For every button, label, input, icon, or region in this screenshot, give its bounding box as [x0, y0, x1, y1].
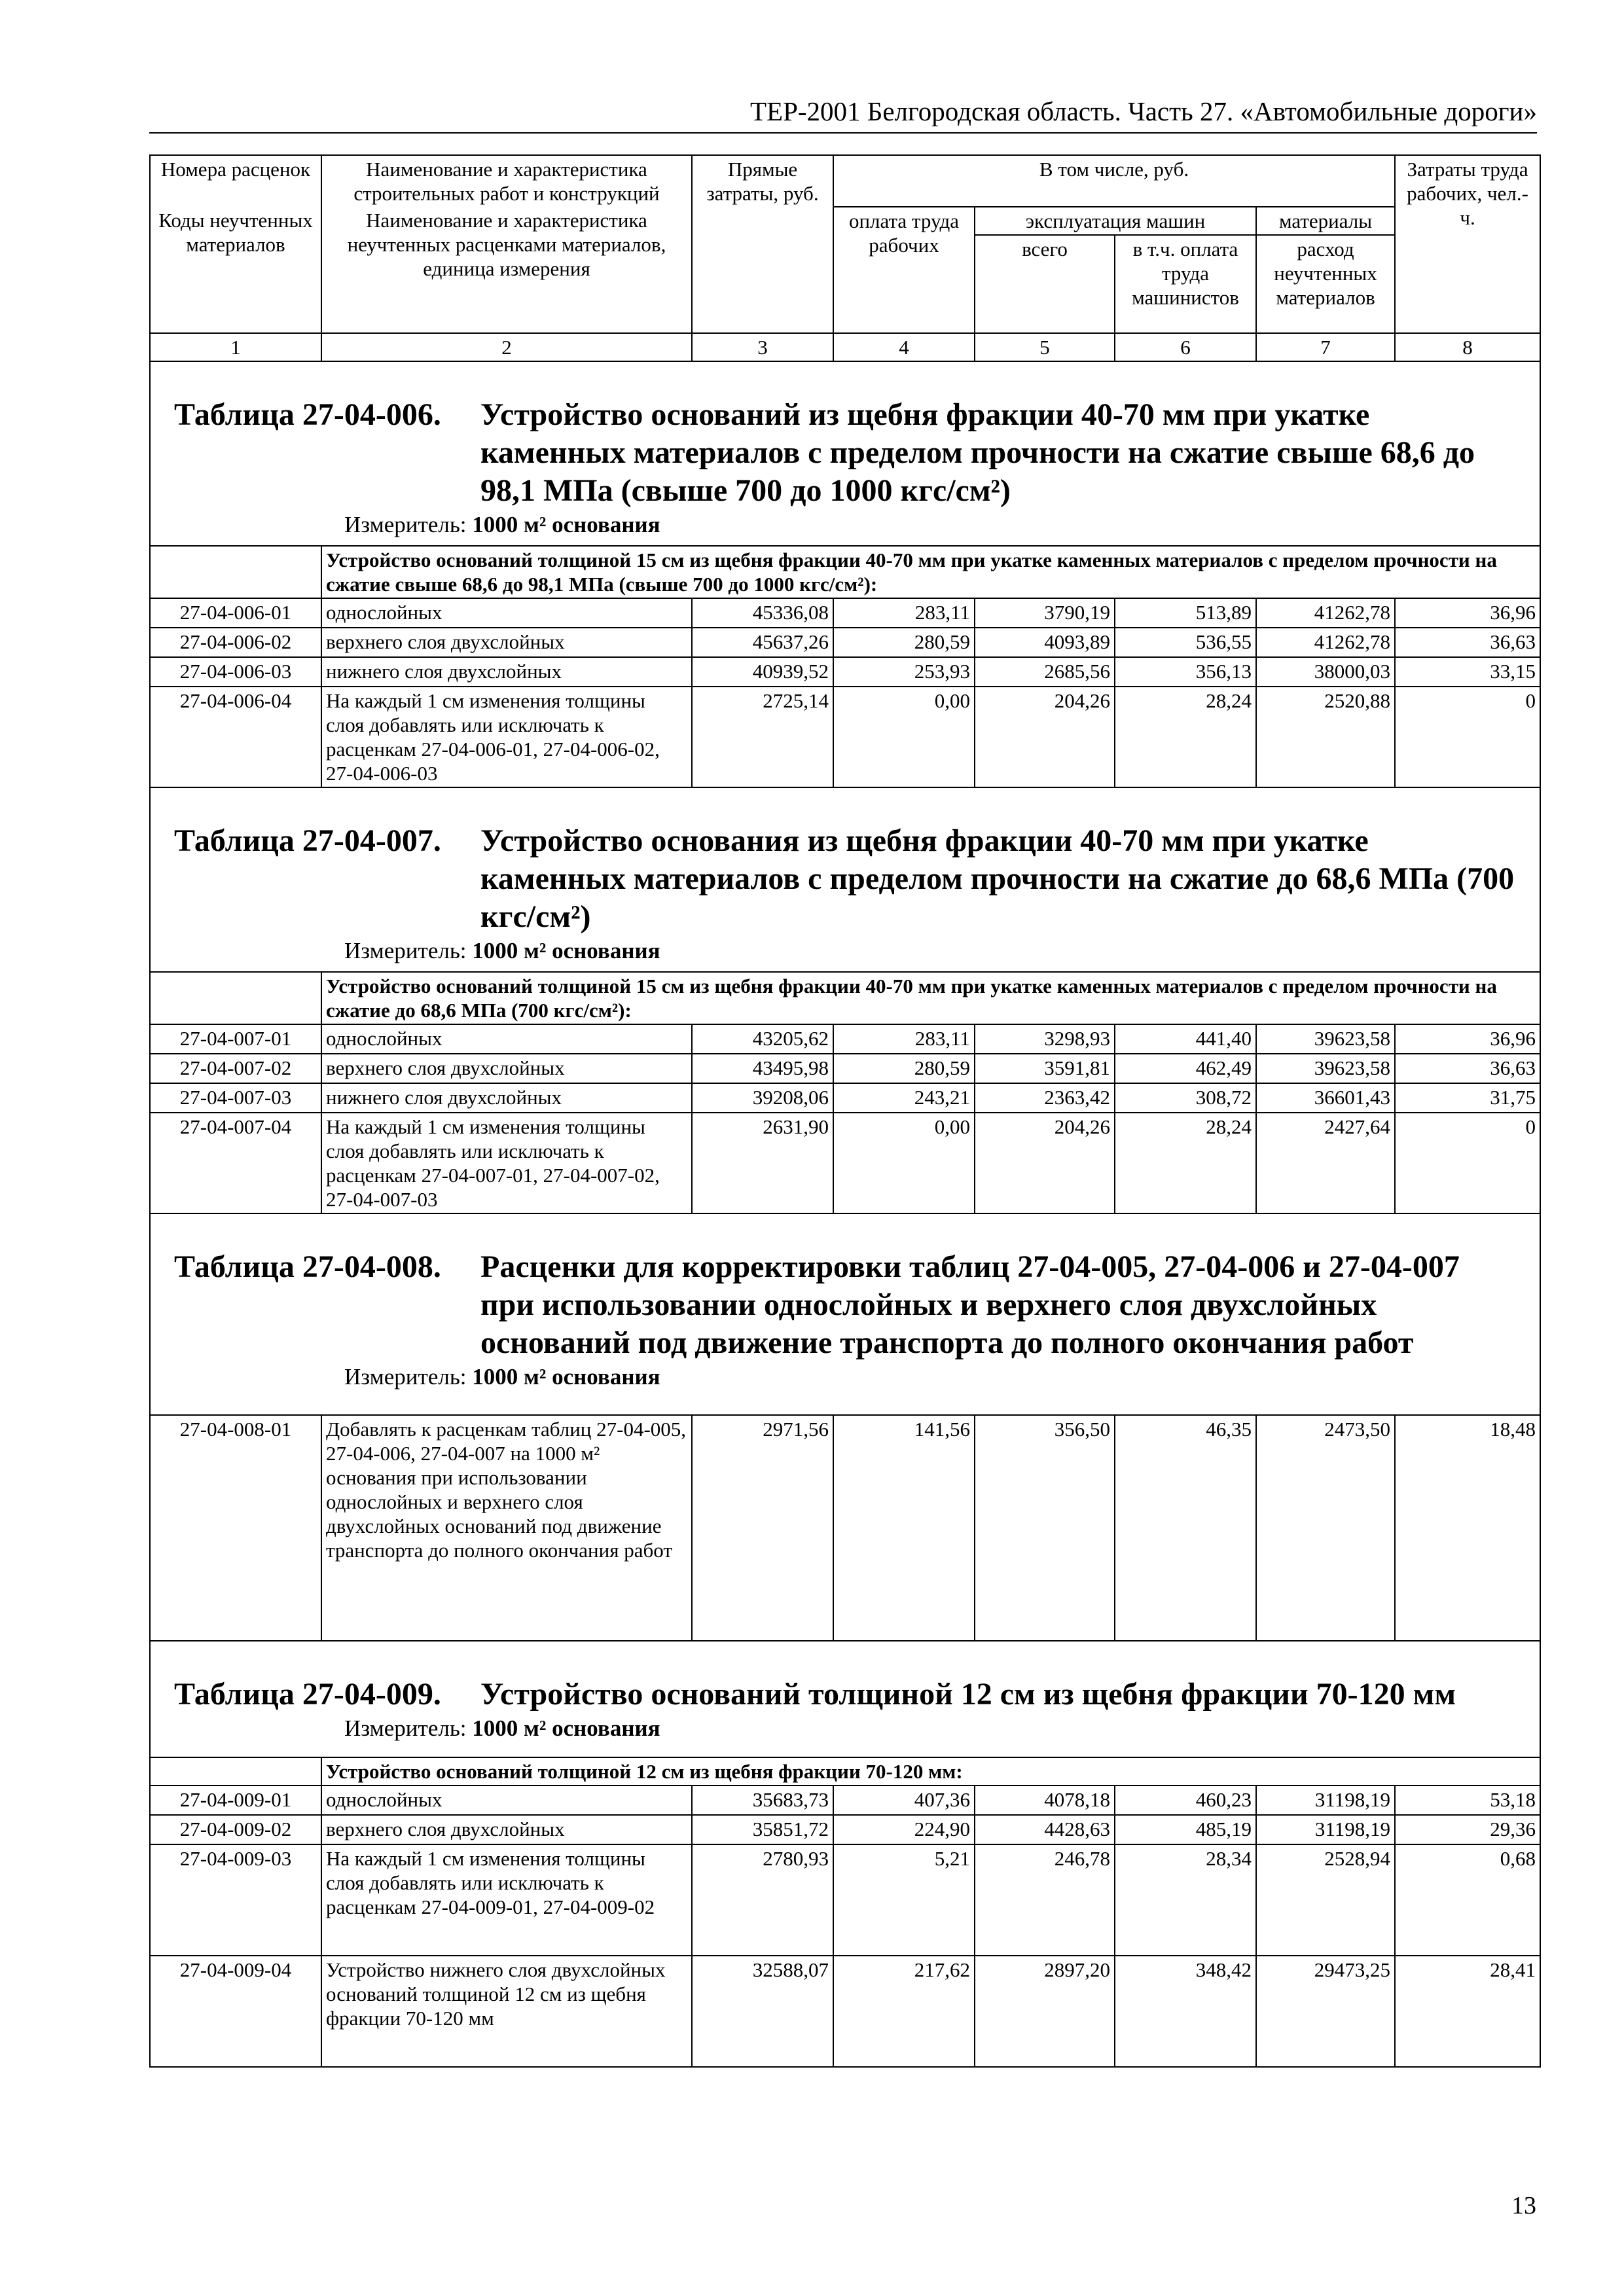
value-cell: 43495,98	[692, 1054, 833, 1083]
value-cell: 348,42	[1115, 1956, 1256, 2067]
header-row-1	[150, 155, 1540, 207]
table-row	[150, 628, 1540, 657]
table-heading: Устройство основания из щебня фракции 40-70 мм при укатке каменных материалов с пределом прочности на сжатие до 68,6 МПа (700 кгс/см²)	[480, 823, 1515, 934]
rate-name: однослойных	[321, 1024, 692, 1054]
value-cell: 2473,50	[1256, 1415, 1395, 1641]
rate-code: 27-04-009-01	[150, 1785, 321, 1815]
rate-code: 27-04-009-02	[150, 1815, 321, 1844]
value-cell: 536,55	[1115, 628, 1256, 657]
value-cell: 441,40	[1115, 1024, 1256, 1054]
value-cell: 28,24	[1115, 687, 1256, 787]
rate-name: На каждый 1 см изменения толщины слоя добавлять или исключать к расценкам 27-04-009-01, 27-04-009-02	[321, 1844, 692, 1956]
table-row	[150, 1054, 1540, 1083]
table-row	[150, 1113, 1540, 1213]
value-cell: 246,78	[975, 1844, 1115, 1956]
table-row	[150, 1815, 1540, 1844]
column-number: 8	[1395, 333, 1540, 361]
table-row	[150, 1083, 1540, 1113]
value-cell: 0,00	[833, 687, 975, 787]
value-cell: 3591,81	[975, 1054, 1115, 1083]
value-cell: 356,50	[975, 1415, 1115, 1641]
table-title-row	[150, 787, 1540, 972]
table-row	[150, 1785, 1540, 1815]
value-cell: 36601,43	[1256, 1083, 1395, 1113]
unit-value: 1000 м² основания	[472, 1715, 660, 1741]
value-cell: 485,19	[1115, 1815, 1256, 1844]
column-numbers-row	[150, 333, 1540, 361]
table-heading: Расценки для корректировки таблиц 27-04-005, 27-04-006 и 27-04-007 при использовании однослойных и верхнего слоя двухслойных оснований под движение транспорта до полного окончания работ	[480, 1249, 1460, 1360]
value-cell: 28,24	[1115, 1113, 1256, 1213]
rate-code: 27-04-006-02	[150, 628, 321, 657]
rates-table	[149, 154, 1541, 2068]
value-cell: 53,18	[1395, 1785, 1540, 1815]
rate-code: 27-04-006-03	[150, 657, 321, 687]
column-number: 3	[692, 333, 833, 361]
unit-value: 1000 м² основания	[472, 938, 660, 963]
value-cell: 4093,89	[975, 628, 1115, 657]
value-cell: 41262,78	[1256, 598, 1395, 628]
table-label: Таблица 27-04-009.	[174, 1677, 441, 1712]
value-cell: 2780,93	[692, 1844, 833, 1956]
table-row	[150, 687, 1540, 787]
table-row	[150, 598, 1540, 628]
table-title	[154, 1215, 1536, 1362]
running-header: ТЕР-2001 Белгородская область. Часть 27. «Автомобильные дороги»	[149, 92, 1537, 134]
group-description: Устройство оснований толщиной 15 см из щебня фракции 40-70 мм при укатке каменных материалов с пределом прочности на сжатие свыше 68,6 до 98,1 МПа (свыше 700 до 1000 кгс/см²):	[321, 546, 1540, 598]
header-row-2	[150, 207, 1540, 235]
unit-value: 1000 м² основания	[472, 512, 660, 537]
page-number: 13	[1511, 2192, 1536, 2219]
value-cell: 43205,62	[692, 1024, 833, 1054]
column-number: 6	[1115, 333, 1256, 361]
rate-name: верхнего слоя двухслойных	[321, 1815, 692, 1844]
col-material-name-header: Наименование и характеристика неучтенных расценками материалов, единица измерения	[321, 207, 692, 333]
value-cell: 35851,72	[692, 1815, 833, 1844]
value-cell: 45336,08	[692, 598, 833, 628]
column-number: 7	[1256, 333, 1395, 361]
table-title-row	[150, 361, 1540, 546]
rate-name: однослойных	[321, 1785, 692, 1815]
value-cell: 204,26	[975, 1113, 1115, 1213]
value-cell: 308,72	[1115, 1083, 1256, 1113]
group-description: Устройство оснований толщиной 15 см из щебня фракции 40-70 мм при укатке каменных материалов с пределом прочности на сжатие до 68,6 МПа (700 кгс/см²):	[321, 972, 1540, 1024]
group-row	[150, 1757, 1540, 1785]
value-cell: 217,62	[833, 1956, 975, 2067]
unit-of-measure	[154, 510, 1536, 541]
unit-of-measure	[154, 1362, 1536, 1393]
rate-code: 27-04-009-03	[150, 1844, 321, 1956]
value-cell: 38000,03	[1256, 657, 1395, 687]
value-cell: 2427,64	[1256, 1113, 1395, 1213]
value-cell: 46,35	[1115, 1415, 1256, 1641]
value-cell: 3790,19	[975, 598, 1115, 628]
value-cell: 36,63	[1395, 628, 1540, 657]
rate-name: нижнего слоя двухслойных	[321, 657, 692, 687]
unit-label: Измеритель:	[344, 512, 467, 537]
value-cell: 460,23	[1115, 1785, 1256, 1815]
col-codes-header: Номера расценок	[150, 155, 321, 207]
table-title-cell	[150, 361, 1540, 546]
value-cell: 224,90	[833, 1815, 975, 1844]
value-cell: 33,15	[1395, 657, 1540, 687]
value-cell: 39208,06	[692, 1083, 833, 1113]
unit-of-measure	[154, 936, 1536, 967]
value-cell: 2725,14	[692, 687, 833, 787]
value-cell: 462,49	[1115, 1054, 1256, 1083]
value-cell: 39623,58	[1256, 1024, 1395, 1054]
column-number: 2	[321, 333, 692, 361]
value-cell: 2631,90	[692, 1113, 833, 1213]
col-labor-costs-header: Затраты труда рабочих, чел.-ч.	[1395, 155, 1540, 333]
value-cell: 35683,73	[692, 1785, 833, 1815]
value-cell: 5,21	[833, 1844, 975, 1956]
col-operator-pay-header: в т.ч. оплата труда машинистов	[1115, 235, 1256, 333]
rate-name: верхнего слоя двухслойных	[321, 1054, 692, 1083]
value-cell: 0	[1395, 1113, 1540, 1213]
value-cell: 243,21	[833, 1083, 975, 1113]
unit-label: Измеритель:	[344, 938, 467, 963]
value-cell: 0,68	[1395, 1844, 1540, 1956]
table-title-cell	[150, 1641, 1540, 1757]
rate-code: 27-04-008-01	[150, 1415, 321, 1641]
column-number: 1	[150, 333, 321, 361]
value-cell: 2971,56	[692, 1415, 833, 1641]
value-cell: 28,41	[1395, 1956, 1540, 2067]
unit-label: Измеритель:	[344, 1715, 467, 1741]
table-title-cell	[150, 1213, 1540, 1415]
value-cell: 2528,94	[1256, 1844, 1395, 1956]
value-cell: 31198,19	[1256, 1785, 1395, 1815]
rate-name: однослойных	[321, 598, 692, 628]
group-description: Устройство оснований толщиной 12 см из щебня фракции 70-120 мм:	[321, 1757, 1540, 1785]
value-cell: 2520,88	[1256, 687, 1395, 787]
unit-value: 1000 м² основания	[472, 1364, 660, 1390]
table-heading: Устройство оснований из щебня фракции 40-70 мм при укатке каменных материалов с пределом прочности на сжатие свыше 68,6 до 98,1 МПа (свыше 700 до 1000 кгс/см²)	[480, 397, 1475, 508]
value-cell: 407,36	[833, 1785, 975, 1815]
col-worker-pay-header: оплата труда рабочих	[833, 207, 975, 333]
value-cell: 36,96	[1395, 1024, 1540, 1054]
value-cell: 36,63	[1395, 1054, 1540, 1083]
value-cell: 4078,18	[975, 1785, 1115, 1815]
rate-code: 27-04-007-04	[150, 1113, 321, 1213]
table-title	[154, 363, 1536, 510]
rate-code: 27-04-007-01	[150, 1024, 321, 1054]
value-cell: 45637,26	[692, 628, 833, 657]
unit-of-measure	[154, 1713, 1536, 1745]
value-cell: 4428,63	[975, 1815, 1115, 1844]
value-cell: 2685,56	[975, 657, 1115, 687]
col-including-header: В том числе, руб.	[833, 155, 1395, 207]
table-heading: Устройство оснований толщиной 12 см из щебня фракции 70-120 мм	[480, 1677, 1456, 1712]
group-code-cell	[150, 1757, 321, 1785]
value-cell: 40939,52	[692, 657, 833, 687]
value-cell: 41262,78	[1256, 628, 1395, 657]
value-cell: 32588,07	[692, 1956, 833, 2067]
column-number: 4	[833, 333, 975, 361]
value-cell: 28,34	[1115, 1844, 1256, 1956]
table-label: Таблица 27-04-007.	[174, 823, 441, 858]
group-code-cell	[150, 546, 321, 598]
table-row	[150, 657, 1540, 687]
table-label: Таблица 27-04-008.	[174, 1249, 441, 1284]
rate-name: На каждый 1 см изменения толщины слоя добавлять или исключать к расценкам 27-04-007-01, 27-04-007-02, 27-04-007-03	[321, 1113, 692, 1213]
rate-name: Добавлять к расценкам таблиц 27-04-005, 27-04-006, 27-04-007 на 1000 м² основания при использовании однослойных и верхнего слоя двухслойных оснований под движение транспорта до полного окончания работ	[321, 1415, 692, 1641]
rate-code: 27-04-009-04	[150, 1956, 321, 2067]
value-cell: 356,13	[1115, 657, 1256, 687]
value-cell: 283,11	[833, 598, 975, 628]
value-cell: 3298,93	[975, 1024, 1115, 1054]
table-title	[154, 1643, 1536, 1713]
value-cell: 283,11	[833, 1024, 975, 1054]
group-row	[150, 972, 1540, 1024]
rate-name: верхнего слоя двухслойных	[321, 628, 692, 657]
value-cell: 253,93	[833, 657, 975, 687]
rate-code: 27-04-006-04	[150, 687, 321, 787]
table-row	[150, 1415, 1540, 1641]
value-cell: 2897,20	[975, 1956, 1115, 2067]
value-cell: 141,56	[833, 1415, 975, 1641]
table-row	[150, 1844, 1540, 1956]
rate-name: На каждый 1 см изменения толщины слоя добавлять или исключать к расценкам 27-04-006-01, 27-04-006-02, 27-04-006-03	[321, 687, 692, 787]
column-number: 5	[975, 333, 1115, 361]
group-row	[150, 546, 1540, 598]
table-label: Таблица 27-04-006.	[174, 397, 441, 432]
value-cell: 2363,42	[975, 1083, 1115, 1113]
col-materials-header: материалы	[1256, 207, 1395, 235]
value-cell: 29,36	[1395, 1815, 1540, 1844]
value-cell: 29473,25	[1256, 1956, 1395, 2067]
value-cell: 204,26	[975, 687, 1115, 787]
col-material-usage-header: расход неучтенных материалов	[1256, 235, 1395, 333]
value-cell: 513,89	[1115, 598, 1256, 628]
value-cell: 18,48	[1395, 1415, 1540, 1641]
col-material-codes-header: Коды неучтенных материалов	[150, 207, 321, 333]
table-title-row	[150, 1213, 1540, 1415]
col-machines-total-header: всего	[975, 235, 1115, 333]
value-cell: 36,96	[1395, 598, 1540, 628]
table-title-row	[150, 1641, 1540, 1757]
value-cell: 280,59	[833, 628, 975, 657]
table-row	[150, 1956, 1540, 2067]
rate-code: 27-04-006-01	[150, 598, 321, 628]
col-name-header: Наименование и характеристика строительных работ и конструкций	[321, 155, 692, 207]
rate-code: 27-04-007-02	[150, 1054, 321, 1083]
rate-name: Устройство нижнего слоя двухслойных оснований толщиной 12 см из щебня фракции 70-120 мм	[321, 1956, 692, 2067]
table-row	[150, 1024, 1540, 1054]
col-machines-header: эксплуатация машин	[975, 207, 1256, 235]
rate-code: 27-04-007-03	[150, 1083, 321, 1113]
table-title	[154, 789, 1536, 936]
value-cell: 31198,19	[1256, 1815, 1395, 1844]
value-cell: 0	[1395, 687, 1540, 787]
col-direct-costs-header: Прямые затраты, руб.	[692, 155, 833, 333]
unit-label: Измеритель:	[344, 1364, 467, 1390]
value-cell: 31,75	[1395, 1083, 1540, 1113]
value-cell: 39623,58	[1256, 1054, 1395, 1083]
value-cell: 0,00	[833, 1113, 975, 1213]
table-title-cell	[150, 787, 1540, 972]
group-code-cell	[150, 972, 321, 1024]
value-cell: 280,59	[833, 1054, 975, 1083]
rate-name: нижнего слоя двухслойных	[321, 1083, 692, 1113]
